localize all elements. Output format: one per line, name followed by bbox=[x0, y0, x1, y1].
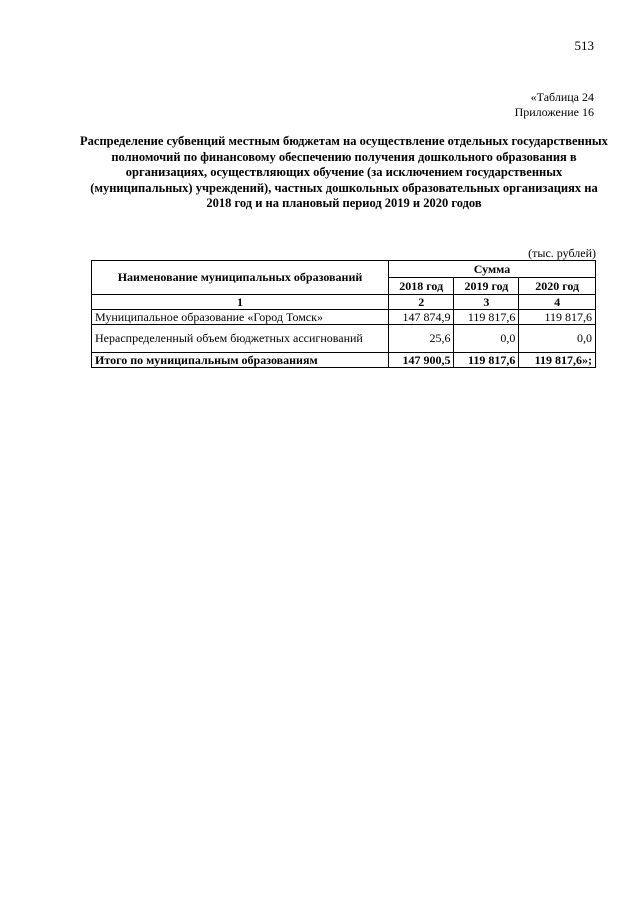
total-name: Итого по муниципальным образованиям bbox=[92, 353, 389, 368]
document-title: Распределение субвенций местным бюджетам на осуществление отдельных государственных полномочий по финансовому обеспечению получения дошкольного образования в организациях, осуществляющих обучение (за исключением государственных (муниципальных) учреждений), частных дошкольных образовательных организациях на 2018 год и на плановый период 2019 и 2020 годов bbox=[80, 134, 608, 210]
col-name-header: Наименование муниципальных образований bbox=[92, 261, 389, 295]
table-row bbox=[92, 310, 596, 325]
table-ref-label: «Таблица 24 bbox=[530, 90, 594, 104]
row-value-2018: 25,6 bbox=[389, 325, 454, 353]
table-row bbox=[92, 325, 596, 353]
total-row bbox=[92, 353, 596, 368]
subvention-table bbox=[91, 260, 596, 368]
page-number: 513 bbox=[574, 38, 594, 53]
row-value-2019: 119 817,6 bbox=[454, 310, 519, 325]
total-value-2018: 147 900,5 bbox=[389, 353, 454, 368]
column-number-row bbox=[92, 295, 596, 310]
row-value-2020: 119 817,6 bbox=[519, 310, 596, 325]
col-number-1: 1 bbox=[92, 295, 389, 310]
col-number-4: 4 bbox=[519, 295, 596, 310]
sum-header: Сумма bbox=[389, 261, 596, 278]
row-name: Нераспределенный объем бюджетных ассигнований bbox=[92, 325, 389, 353]
year-header-2020: 2020 год bbox=[519, 278, 596, 295]
units-label: (тыс. рублей) bbox=[528, 246, 596, 260]
total-value-2019: 119 817,6 bbox=[454, 353, 519, 368]
year-header-2019: 2019 год bbox=[454, 278, 519, 295]
total-value-2020: 119 817,6»; bbox=[519, 353, 596, 368]
header-row bbox=[92, 261, 596, 278]
table-reference bbox=[0, 90, 594, 120]
col-number-2: 2 bbox=[389, 295, 454, 310]
row-value-2019: 0,0 bbox=[454, 325, 519, 353]
row-name: Муниципальное образование «Город Томск» bbox=[92, 310, 389, 325]
appendix-ref-label: Приложение 16 bbox=[514, 105, 594, 119]
row-value-2018: 147 874,9 bbox=[389, 310, 454, 325]
year-header-2018: 2018 год bbox=[389, 278, 454, 295]
row-value-2020: 0,0 bbox=[519, 325, 596, 353]
col-number-3: 3 bbox=[454, 295, 519, 310]
